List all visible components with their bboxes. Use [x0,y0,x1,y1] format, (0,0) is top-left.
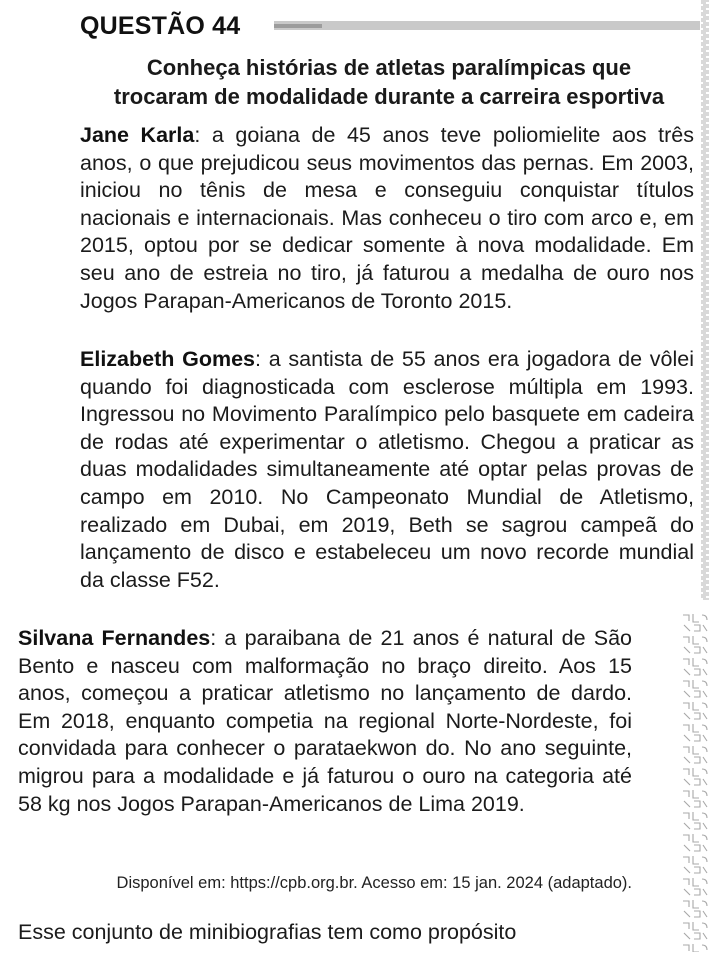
athlete-name: Elizabeth Gomes [80,347,256,371]
bio-text: : a santista de 55 anos era jogadora de vôlei quando foi diagnosticada com esclerose múltipla em 1993. Ingressou no Movimento Paralímpico pelo basquete em cadeira de rodas até experimentar o atletismo. Chegou a praticar as duas modalidades simultaneamente até optar pelas provas de campo em 2010. No Campeonato Mundial de Atletismo, realizado em Dubai, em 2019, Beth se sagrou campeã do lançamento de disco e estabeleceu um novo recorde mundial da classe F52. [80,347,695,592]
athlete-name: Silvana Fernandes [18,626,211,650]
bio-text: : a goiana de 45 anos teve poliomielite aos três anos, o que prejudicou seus movimentos das pernas. Em 2003, iniciou no tênis de mesa e conseguiu conquistar títulos nacionais e internacionais. Mas conheceu o tiro com arco e, em 2015, optou por se dedicar somente à nova modalidade. Em seu ano de estreia no tiro, já faturou a medalha de ouro nos Jogos Parapan-Americanos de Toronto 2015. [80,123,694,313]
source-citation: Disponível em: https://cpb.org.br. Acesso em: 15 jan. 2024 (adaptado). [116,874,632,892]
text-title [78,53,700,111]
athlete-name: Jane Karla [80,123,195,147]
side-security-strip [700,0,710,600]
title-line-1: Conheça histórias de atletas paralímpicas que [146,55,632,80]
bio-paragraph-silvana [18,625,632,818]
bio-text: : a paraibana de 21 anos é natural de São Bento e nasceu com malformação no braço direito. Aos 15 anos, começou a praticar atletismo no lançamento de dardo. Em 2018, enquanto competia na regional Norte-Nordeste, foi convidada para conhecer o parataekwon do. No ano seguinte, migrou para a modalidade e já faturou o ouro na categoria até 58 kg nos Jogos Parapan-Americanos de Lima 2019. [18,626,632,816]
question-header [80,12,702,44]
bio-paragraph-elizabeth [80,346,694,594]
side-security-pattern [680,612,710,952]
question-prompt: Esse conjunto de minibiografias tem como propósito [18,920,517,944]
bio-paragraph-jane [80,122,694,315]
title-line-2: trocaram de modalidade durante a carreira esportiva [113,84,665,109]
question-number: QUESTÃO 44 [80,12,241,40]
header-rule [274,21,702,30]
